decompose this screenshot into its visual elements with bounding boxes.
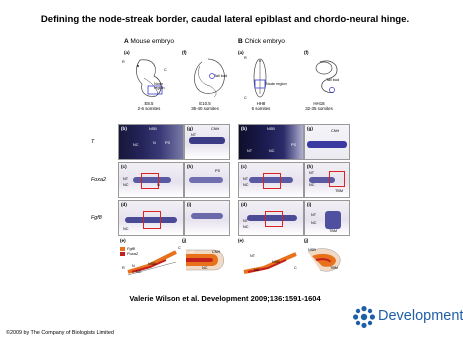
panel-label-a-chick: (a)	[238, 50, 244, 55]
panel-mouse-fgf8-d: (d) NC	[118, 200, 184, 236]
mouse-j-cnh-label: CNH	[212, 250, 221, 254]
mouse-rostral-label: R	[122, 60, 125, 64]
mouse-tail-bud-label: Tail bud	[214, 74, 228, 78]
stage-caption-chick-a: HH8 6 somites	[251, 101, 271, 112]
mouse-e-nsb-label: NSB	[148, 262, 156, 266]
gene-legend: Fgf8 Foxa2	[120, 246, 138, 256]
chick-rostral-label: R	[244, 56, 247, 60]
mouse-caudal-label: C	[164, 68, 167, 72]
stage-caption-mouse-a: E8.5 2-6 somites	[137, 101, 161, 112]
mouse-summary-schematic-j	[186, 244, 230, 276]
panel-mouse-t-b: (b) NSB NC N PS	[118, 124, 184, 160]
chick-e-nsb-label: NSB	[272, 260, 280, 264]
chick-caudal-label: C	[244, 96, 247, 100]
panel-chick-fgf8-i: (i) NT NC TBM	[304, 200, 350, 236]
stage-caption-mouse-f: E10.5 35-40 somites	[191, 101, 219, 112]
mouse-e-rostral-label: R	[122, 266, 125, 270]
chick-node-region-label: Node region	[266, 82, 287, 86]
row-label-Foxa2: Foxa2	[91, 177, 106, 183]
panel-label-j-chick: (j)	[304, 238, 309, 243]
panel-chick-t-g: (g) CNH	[304, 124, 350, 160]
chick-e-caudal-label: C	[294, 266, 297, 270]
mouse-e-nc-label: NC	[136, 270, 142, 274]
stage-caption-chick-f: HH18 32-35 somites	[305, 101, 333, 112]
mouse-e105-schematic	[188, 56, 230, 100]
mouse-e-n-label: N	[132, 264, 135, 268]
panel-mouse-t-g: (g) CNH NT	[184, 124, 230, 160]
panel-label-f-chick: (f)	[304, 50, 309, 55]
mouse-node-region-label: Node region	[154, 82, 165, 90]
mouse-j-nc-label: NC	[202, 266, 208, 270]
panel-label-a-mouse: (a)	[124, 50, 130, 55]
column-b-header: B Chick embryo	[238, 38, 285, 45]
figure-title: Defining the node-streak border, caudal lateral epiblast and chordo-neural hinge.	[40, 14, 410, 25]
development-logo	[352, 303, 463, 331]
panel-mouse-foxa2-h: (h) PS	[184, 162, 230, 198]
figure-citation: Valerie Wilson et al. Development 2009;136:1591-1604	[129, 294, 321, 303]
mouse-j-nt-label: NT	[190, 250, 196, 254]
chick-hh8-schematic	[246, 56, 286, 100]
mouse-e-caudal-label: C	[178, 246, 181, 250]
panel-label-e-mouse: (e)	[120, 238, 126, 243]
development-logo-icon	[352, 305, 376, 329]
figure-panel-grid	[91, 38, 344, 276]
chick-e-nt-label: NT	[250, 254, 256, 258]
panel-label-f-mouse: (f)	[182, 50, 187, 55]
row-label-Fgf8: Fgf8	[91, 215, 102, 221]
row-label-T: T	[91, 139, 95, 145]
column-a-header: A Mouse embryo	[124, 38, 174, 45]
panel-mouse-foxa2-c: (c) NT NC N	[118, 162, 184, 198]
panel-chick-foxa2-h: (h) NT NC TBM	[304, 162, 350, 198]
copyright-notice: ©2009 by The Company of Biologists Limited	[6, 330, 114, 336]
chick-j-nsb-label: NSB	[308, 248, 316, 252]
chick-tail-bud-label: Tail bud	[326, 78, 340, 82]
panel-chick-t-b: (b) NSB NT NC PS	[238, 124, 304, 160]
panel-mouse-fgf8-i: (i)	[184, 200, 230, 236]
chick-e-nc-label: NC	[254, 268, 260, 272]
panel-chick-foxa2-c: (c) NT NC	[238, 162, 304, 198]
panel-label-e-chick: (e)	[238, 238, 244, 243]
chick-j-tbm-label: TBM	[330, 266, 339, 270]
mouse-e85-schematic	[128, 56, 174, 100]
panel-chick-fgf8-d: (d) NT NC	[238, 200, 304, 236]
panel-label-j-mouse: (j)	[182, 238, 187, 243]
development-logo-text: Development	[378, 308, 463, 324]
